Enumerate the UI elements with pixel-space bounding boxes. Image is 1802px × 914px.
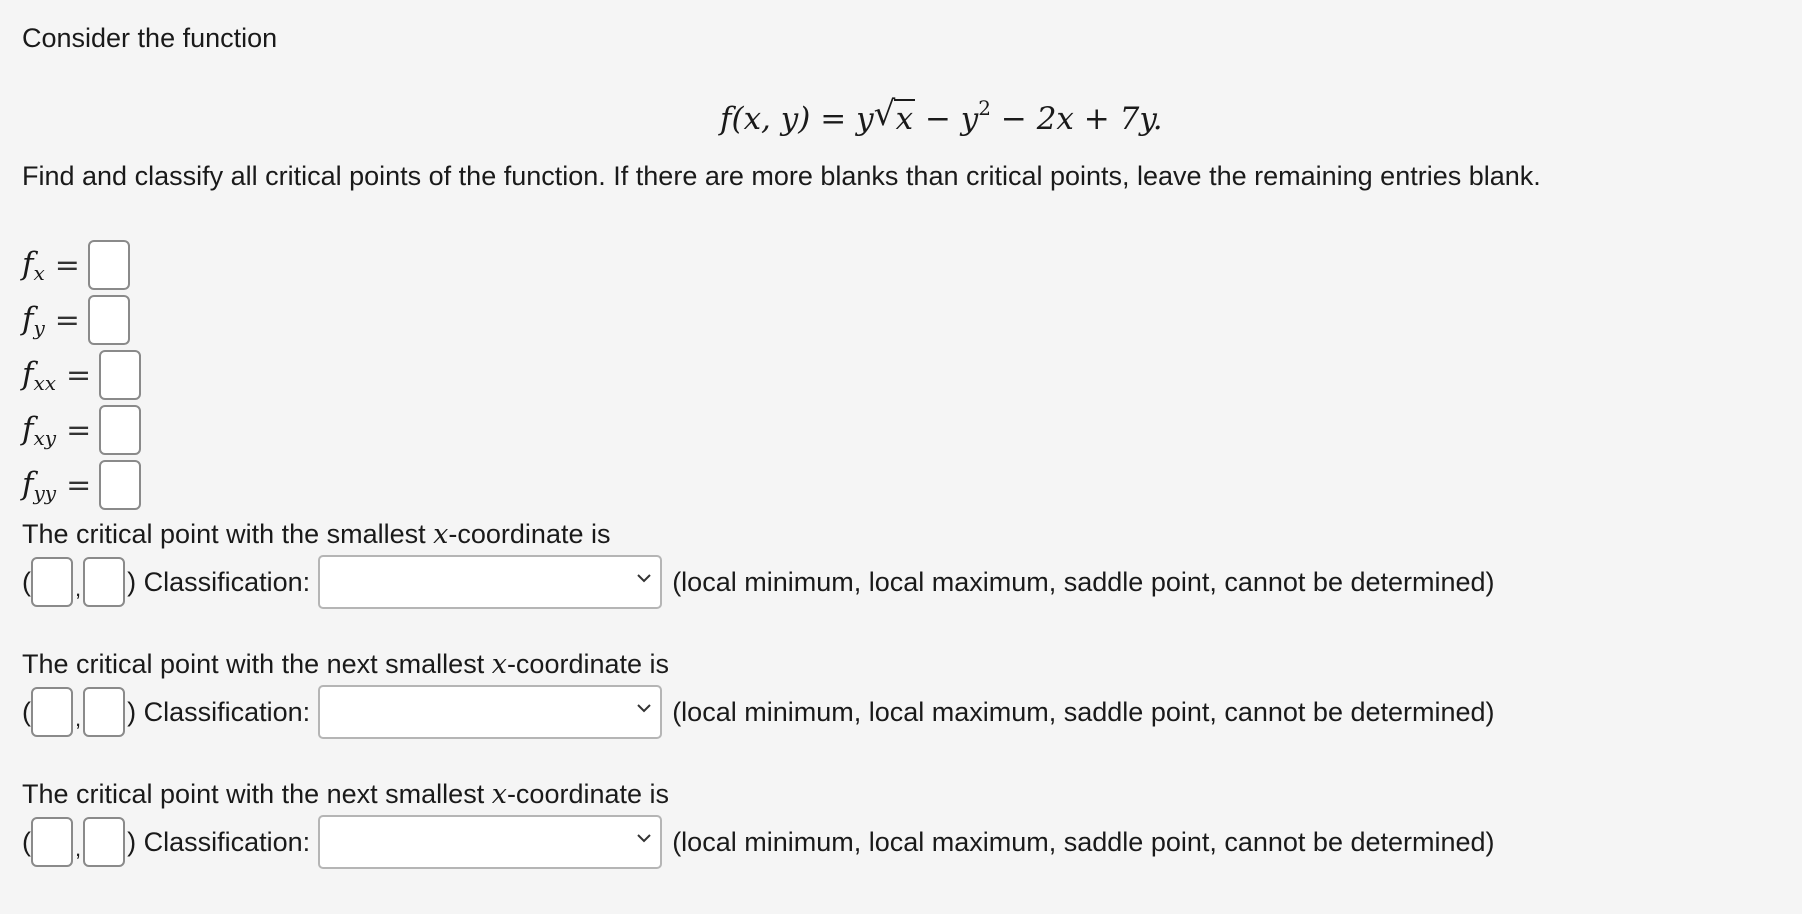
derivative-fxx xyxy=(22,348,141,402)
equation-radicand: x xyxy=(895,101,914,137)
derivative-fy xyxy=(22,293,130,347)
classification-label: ) Classification: xyxy=(127,826,311,857)
equation-term-y: y xyxy=(856,101,874,137)
options-hint: (local minimum, local maximum, saddle point, cannot be determined) xyxy=(672,696,1495,727)
derivative-fx xyxy=(22,238,130,292)
open-paren: ( xyxy=(22,696,31,727)
prompt-text-end: -coordinate is xyxy=(448,519,611,549)
intro-text: Consider the function xyxy=(22,23,278,53)
prompt-text: The critical point with the next smallest xyxy=(22,649,492,679)
chevron-down-icon xyxy=(634,828,654,848)
cp1-y-input[interactable] xyxy=(83,557,125,607)
derivative-fn: f xyxy=(22,245,34,282)
derivative-equals: = xyxy=(66,412,92,448)
derivative-sub: xx xyxy=(33,370,57,395)
prompt-text-end: -coordinate is xyxy=(506,649,670,679)
derivative-fxy xyxy=(22,403,141,457)
derivative-fn: f xyxy=(22,300,34,337)
chevron-down-icon xyxy=(634,568,654,588)
fy-input[interactable] xyxy=(88,295,130,345)
classification-label: ) Classification: xyxy=(127,566,311,597)
chevron-down-icon xyxy=(634,698,654,718)
derivative-fn: f xyxy=(22,410,34,447)
cp1-classification-select[interactable] xyxy=(318,555,662,609)
comma: , xyxy=(75,836,82,861)
options-hint: (local minimum, local maximum, saddle point, cannot be determined) xyxy=(672,566,1495,597)
prompt-text: The critical point with the next smallest xyxy=(22,779,492,809)
fxy-input[interactable] xyxy=(99,405,141,455)
prompt-text-end: -coordinate is xyxy=(506,779,670,809)
critical-point-3-prompt xyxy=(22,778,669,811)
prompt-text: The critical point with the smallest xyxy=(22,519,434,549)
cp2-x-input[interactable] xyxy=(31,687,73,737)
prompt-var: x xyxy=(491,779,507,810)
fxx-input[interactable] xyxy=(99,350,141,400)
derivative-fyy xyxy=(22,458,141,512)
function-equation xyxy=(720,88,1163,139)
prompt-var: x xyxy=(433,519,449,550)
derivative-sub: yy xyxy=(33,480,57,505)
classification-label: ) Classification: xyxy=(127,696,311,727)
cp3-y-input[interactable] xyxy=(83,817,125,867)
options-hint: (local minimum, local maximum, saddle point, cannot be determined) xyxy=(672,826,1495,857)
cp2-y-input[interactable] xyxy=(83,687,125,737)
derivative-equals: = xyxy=(66,467,92,503)
critical-point-3-row xyxy=(22,814,1495,870)
cp2-classification-select[interactable] xyxy=(318,685,662,739)
critical-point-1-row xyxy=(22,554,1495,610)
derivative-sub: y xyxy=(33,315,45,340)
equation-exponent: 2 xyxy=(978,96,992,120)
derivative-sub: xy xyxy=(33,425,57,450)
open-paren: ( xyxy=(22,566,31,597)
comma: , xyxy=(75,706,82,731)
equation-term-2: − y xyxy=(924,101,979,137)
fx-input[interactable] xyxy=(88,240,130,290)
derivative-equals: = xyxy=(54,302,80,338)
cp3-classification-select[interactable] xyxy=(318,815,662,869)
derivative-sub: x xyxy=(33,260,45,285)
equation-equals: = xyxy=(820,101,847,137)
square-root: √ x xyxy=(873,94,914,137)
derivative-equals: = xyxy=(66,357,92,393)
derivative-fn: f xyxy=(22,465,34,502)
comma: , xyxy=(75,576,82,601)
cp1-x-input[interactable] xyxy=(31,557,73,607)
fyy-input[interactable] xyxy=(99,460,141,510)
critical-point-1-prompt xyxy=(22,518,611,551)
critical-point-2-row xyxy=(22,684,1495,740)
derivative-fn: f xyxy=(22,355,34,392)
open-paren: ( xyxy=(22,826,31,857)
prompt-var: x xyxy=(491,649,507,680)
critical-point-2-prompt xyxy=(22,648,669,681)
equation-lhs: f(x, y) xyxy=(720,101,811,137)
derivative-equals: = xyxy=(54,247,80,283)
cp3-x-input[interactable] xyxy=(31,817,73,867)
equation-term-3: − 2x + 7y. xyxy=(1000,101,1163,137)
instructions-text: Find and classify all critical points of the function. If there are more blanks than critical points, leave the remaining entries blank. xyxy=(22,161,1541,191)
